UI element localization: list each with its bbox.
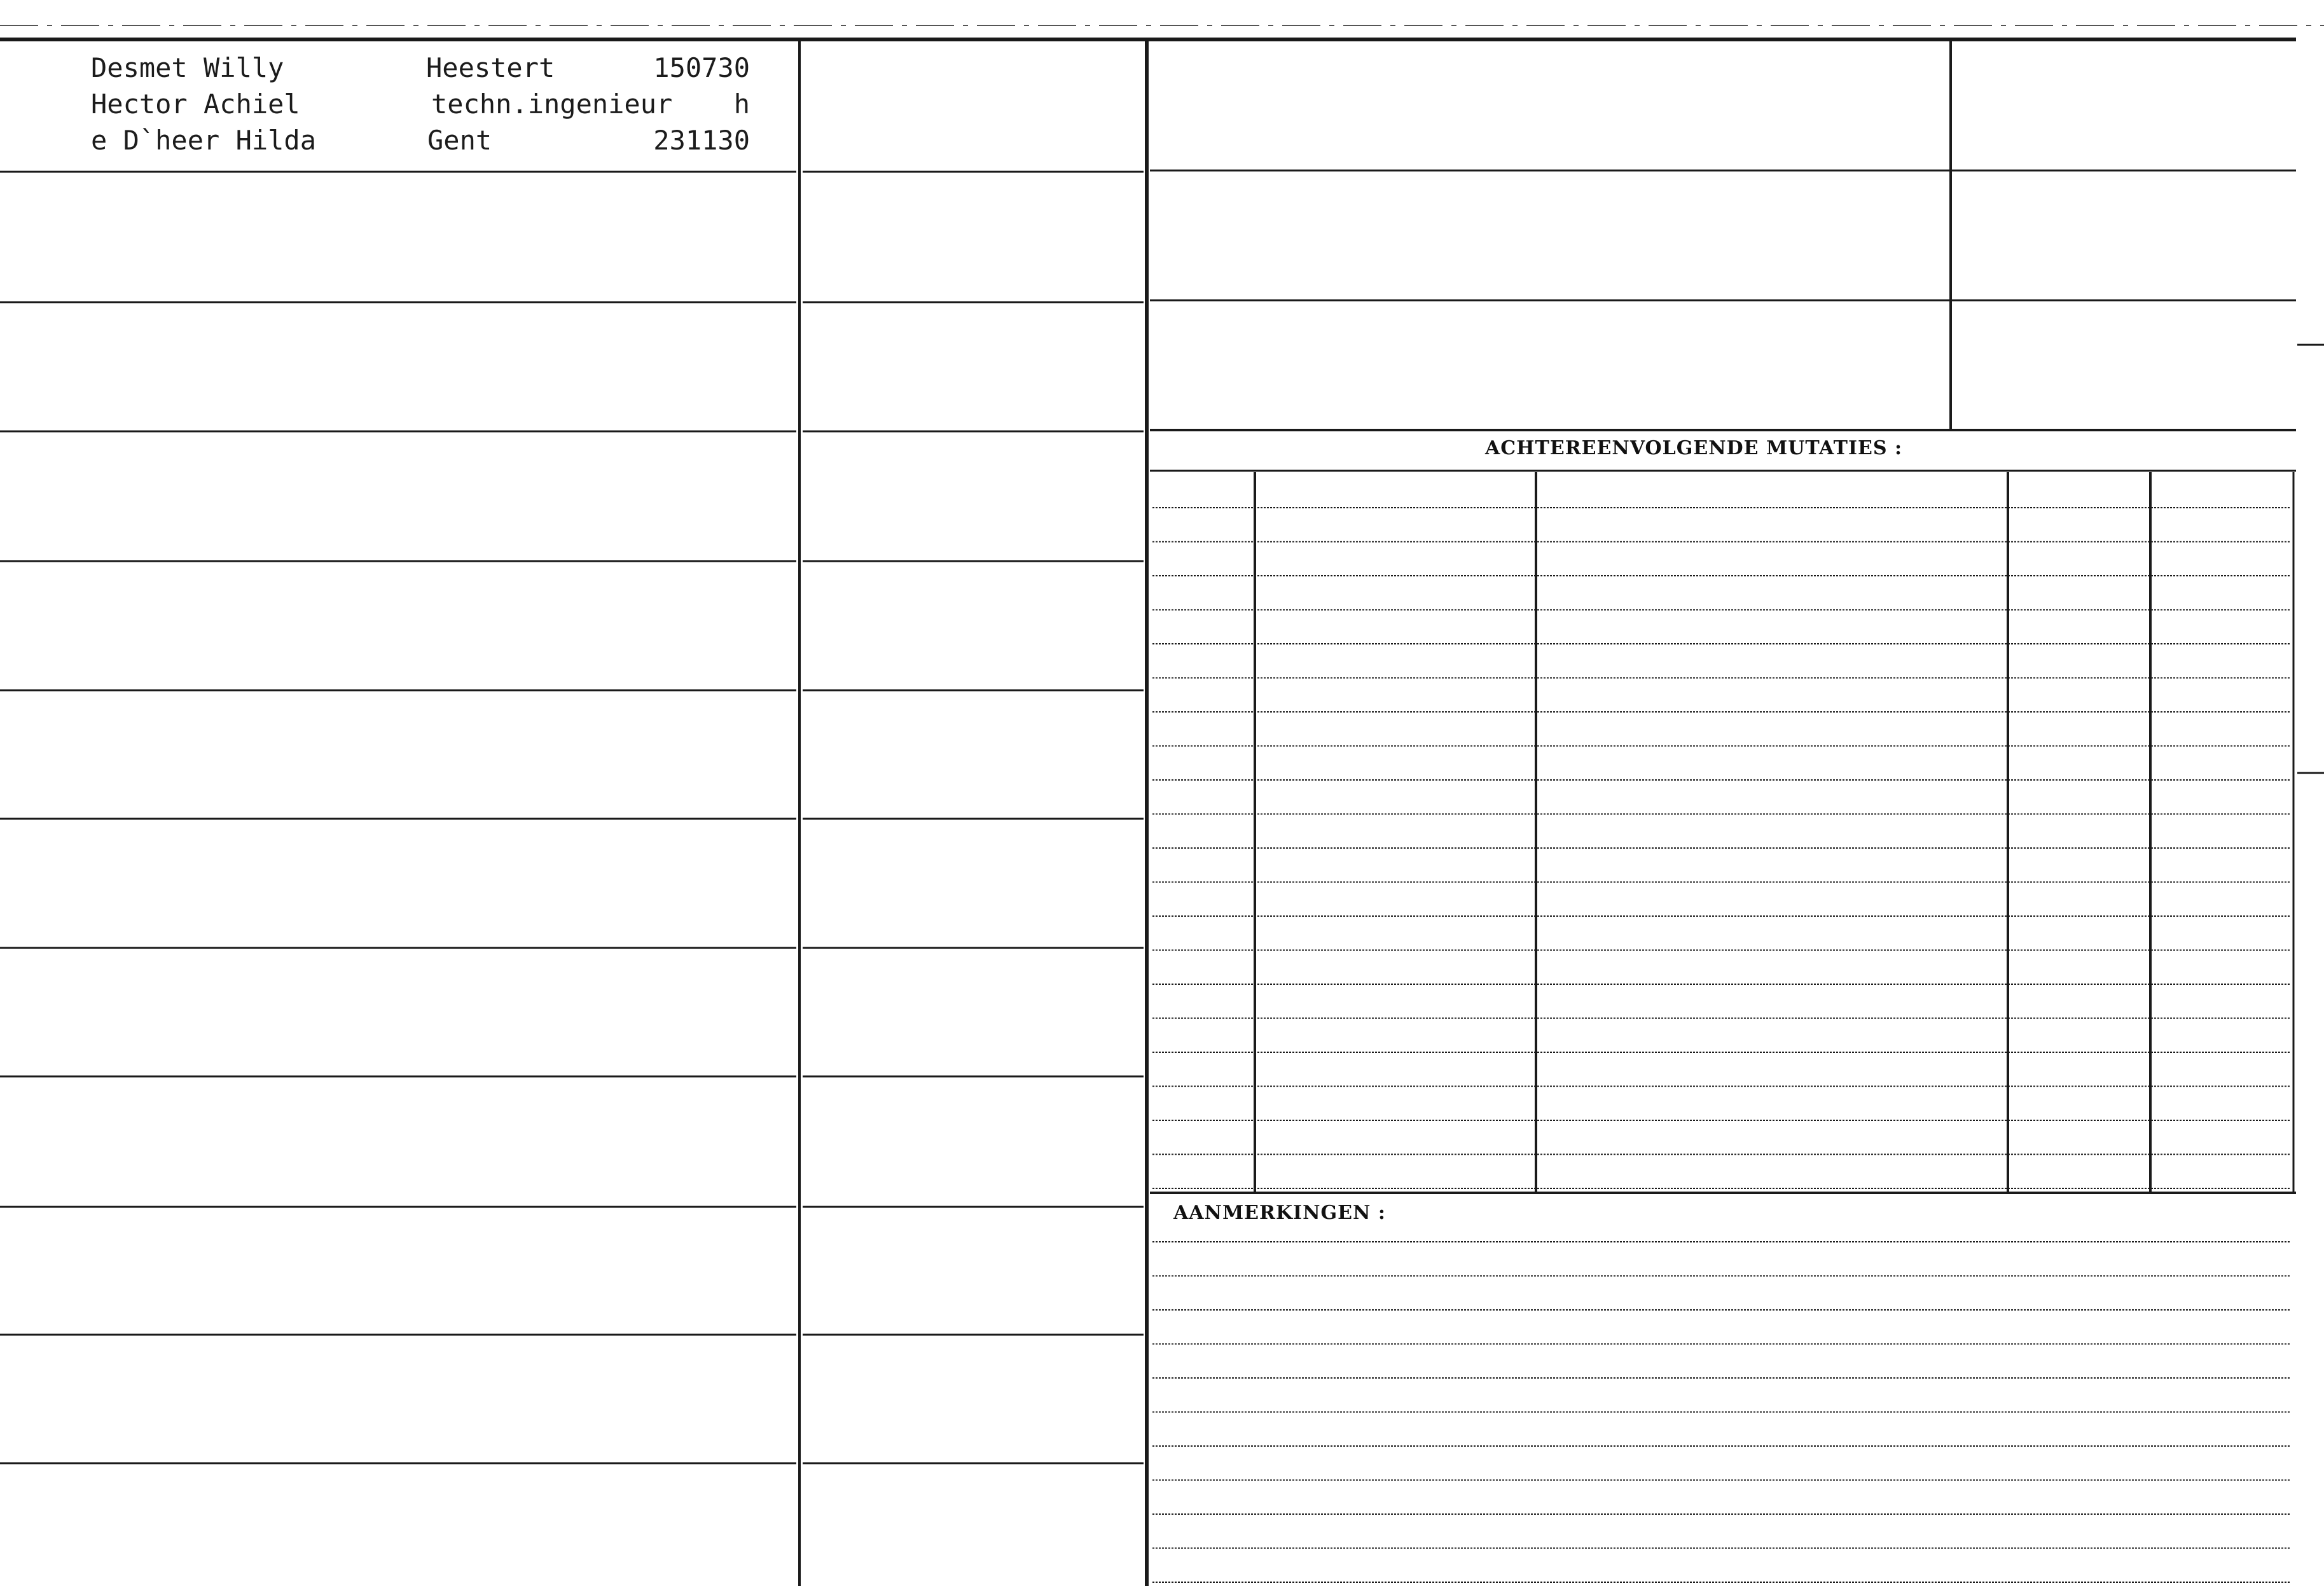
name-line-1: Desmet Willy — [91, 52, 284, 83]
remarks-header: AANMERKINGEN : — [1173, 1202, 1386, 1224]
place-line-3: Gent — [427, 125, 492, 156]
place-line-1: Heestert — [426, 52, 555, 83]
occupation-line: techn.ingenieur — [431, 88, 673, 120]
code-line-3: 231130 — [653, 125, 750, 156]
code-line-1: 150730 — [653, 52, 750, 83]
code-line-2: h — [733, 88, 750, 120]
name-line-2: Hector Achiel — [91, 88, 300, 120]
mutations-header: ACHTEREENVOLGENDE MUTATIES : — [1485, 437, 1903, 459]
name-line-3: e D`heer Hilda — [91, 125, 317, 156]
